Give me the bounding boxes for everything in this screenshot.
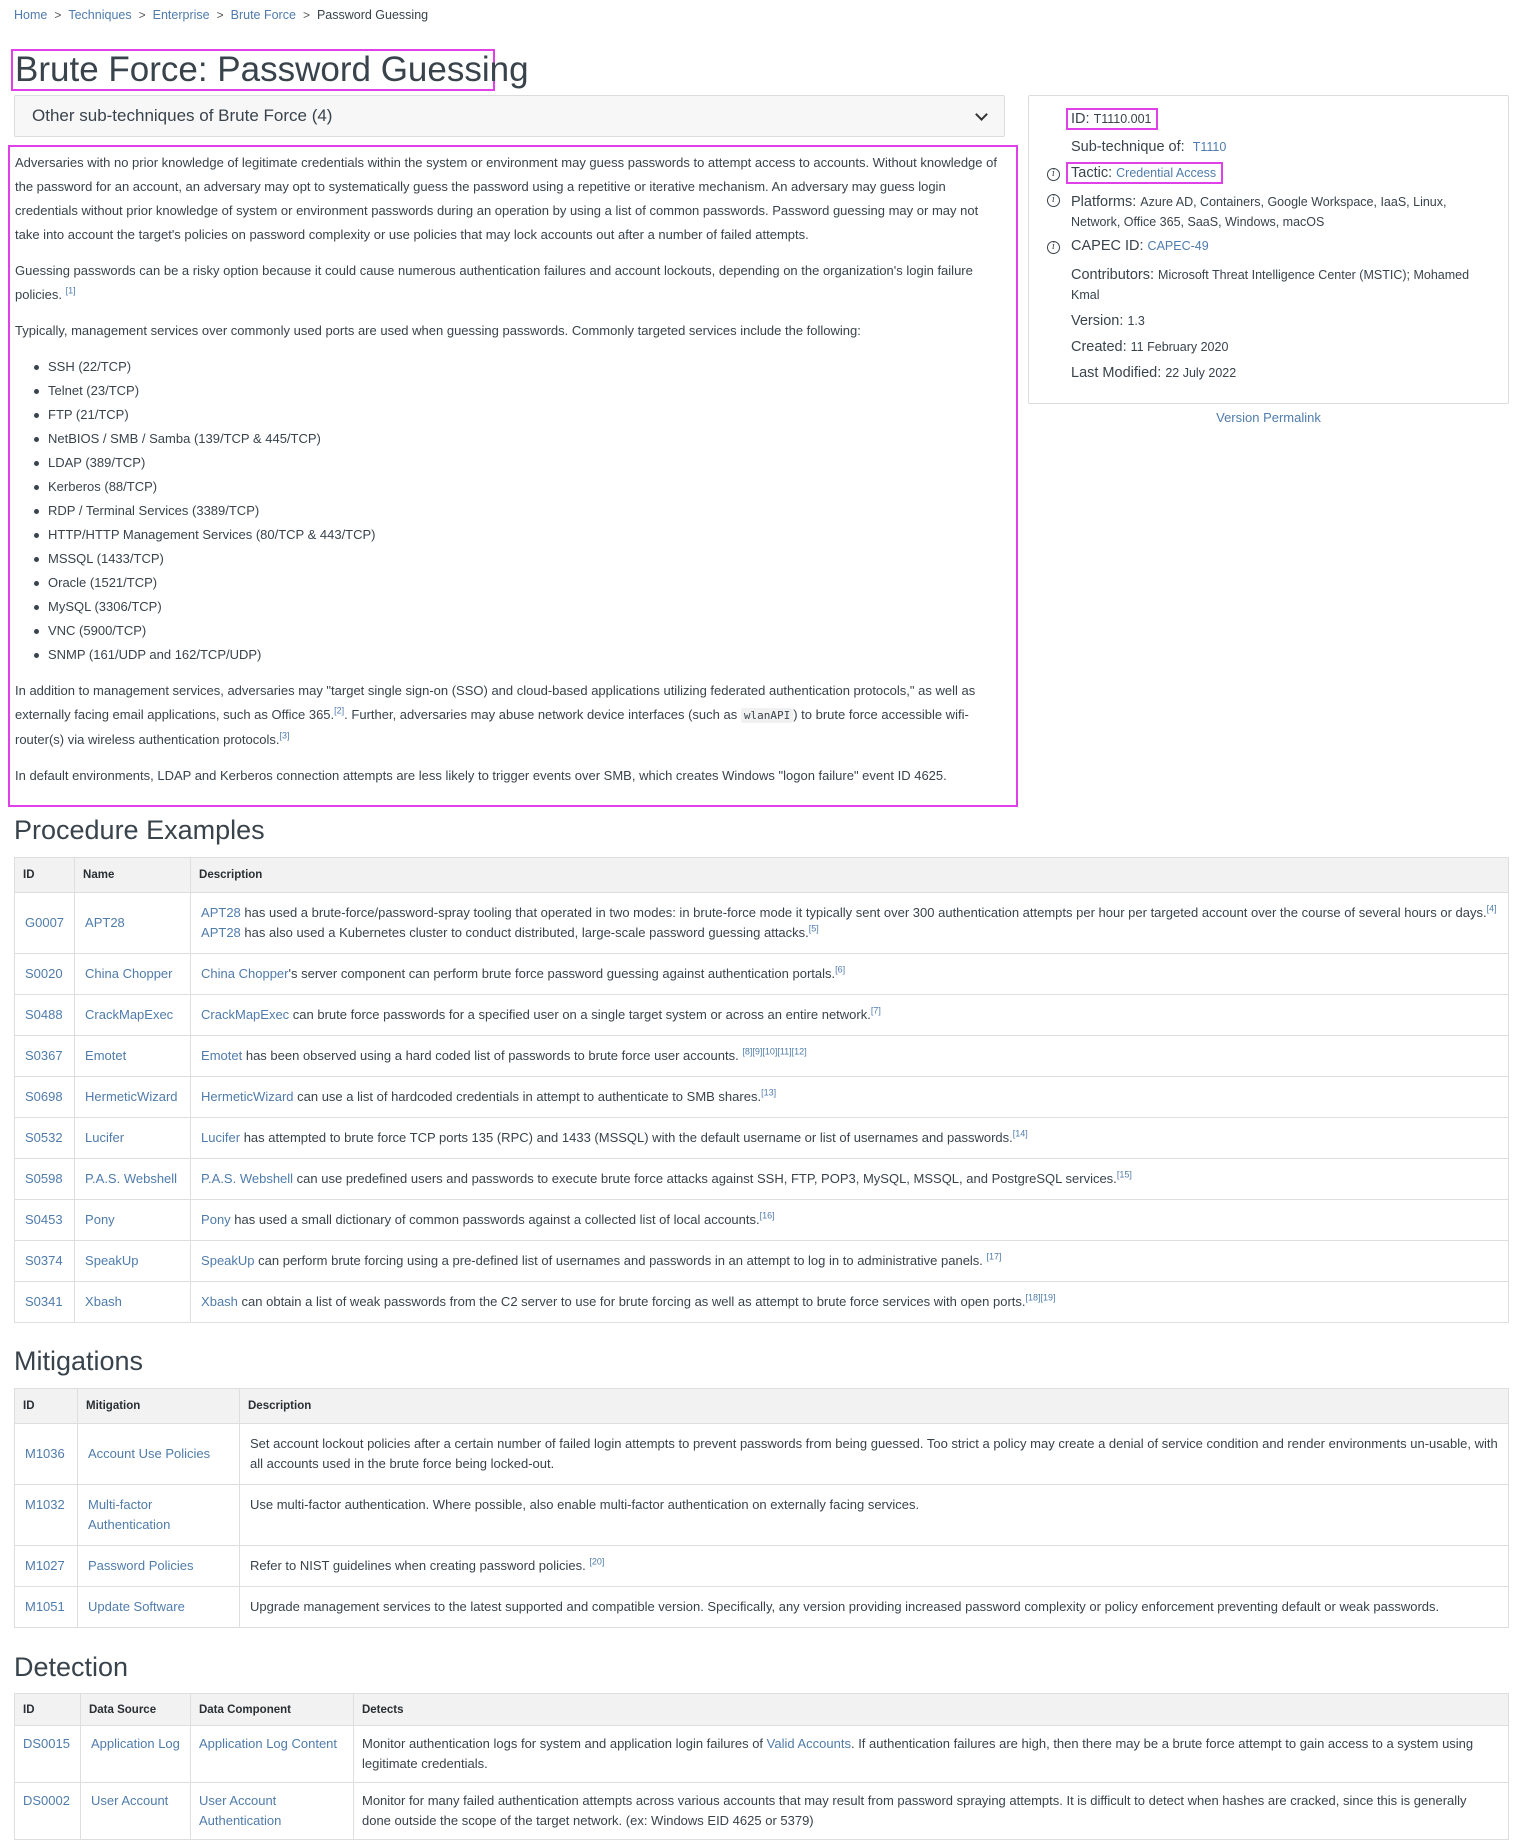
contributors-value: Kmal <box>1071 288 1100 302</box>
procedure-id-link[interactable]: S0341 <box>25 1294 63 1309</box>
procedure-text: has used a small dictionary of common passwords against a collected list of local accounts. <box>230 1212 760 1227</box>
table-row <box>15 1282 1509 1323</box>
procedure-name-link[interactable]: CrackMapExec <box>85 1007 174 1022</box>
column-header: Mitigation <box>78 1389 240 1424</box>
id-value: T1110.001 <box>1093 112 1152 126</box>
procedure-name-link[interactable]: SpeakUp <box>85 1253 139 1268</box>
procedure-name-link[interactable]: P.A.S. Webshell <box>85 1171 178 1186</box>
procedure-id-link[interactable]: S0367 <box>25 1048 63 1063</box>
created-row <box>1071 339 1228 355</box>
procedure-inline-link[interactable]: Pony <box>201 1212 231 1227</box>
procedure-inline-link[interactable]: SpeakUp <box>201 1253 255 1268</box>
procedure-description <box>191 1036 1509 1077</box>
reference-link[interactable]: [1] <box>65 285 76 296</box>
created-value: 11 February 2020 <box>1130 340 1229 354</box>
procedure-examples-table <box>14 857 1509 1323</box>
version-value: 1.3 <box>1127 314 1145 328</box>
column-header: ID <box>15 1694 81 1726</box>
reference-link[interactable]: [13] <box>761 1087 777 1098</box>
description-text: Typically, management services over commonly used ports are used when guessing passwords. Commonly targeted services include the following: <box>15 323 861 338</box>
table-row <box>15 1077 1509 1118</box>
info-icon[interactable]: i <box>1047 241 1060 254</box>
mitigations-table <box>14 1388 1509 1628</box>
contributors-label: Contributors: <box>1071 267 1155 283</box>
mitigation-name-link[interactable]: Account Use Policies <box>88 1446 211 1461</box>
procedure-inline-link[interactable]: APT28 <box>201 905 241 920</box>
description-text: Adversaries with no prior knowledge of legitimate credentials within the system or environment may guess passwords to attempt access to accounts. Without knowledge of the password for an account, an adversary may opt to systematically guess the password using a repetitive or iterative mechanism. An adversary may guess login credentials without prior knowledge of system or environment passwords during an operation by using a list of common passwords. Password guessing may or may not take into account the target's policies on password complexity or use policies that may lock accounts out after a number of failed attempts. <box>15 155 997 242</box>
list-item: Telnet (23/TCP) <box>43 379 1016 403</box>
procedure-text: can use a list of hardcoded credentials in attempt to authenticate to SMB shares. <box>293 1089 762 1104</box>
list-item: LDAP (389/TCP) <box>43 451 1016 475</box>
mitigation-name-link[interactable]: Update Software <box>88 1599 185 1614</box>
platforms-value: Network, Office 365, SaaS, Windows, macOS <box>1071 215 1325 229</box>
column-header: ID <box>15 1389 78 1424</box>
breadcrumb-separator: > <box>216 8 224 22</box>
list-item: Kerberos (88/TCP) <box>43 475 1016 499</box>
detection-description: Monitor for many failed authentication attempts across various accounts that may result from password spraying attempts. It is difficult to detect when hashes are cracked, since this is generally done outside the scope of the target network. (ex: Windows EID 4625 or 5379) <box>353 1783 1508 1840</box>
breadcrumb-separator: > <box>302 8 310 22</box>
table-row <box>15 1200 1509 1241</box>
description-paragraph <box>15 679 1005 752</box>
table-row <box>15 1241 1509 1282</box>
mitigation-description: Use multi-factor authentication. Where possible, also enable multi-factor authentication on externally facing services. <box>240 1485 1509 1546</box>
procedure-inline-link[interactable]: Xbash <box>201 1294 238 1309</box>
procedure-id-link[interactable]: G0007 <box>25 915 65 930</box>
table-row <box>15 1726 1509 1783</box>
mitigation-description: Set account lockout policies after a certain number of failed login attempts to prevent passwords from being guessed. Too strict a policy may create a denial of service condition and render environments un-usable, with all accounts used in the brute force being locked-out. <box>240 1424 1509 1485</box>
column-header: ID <box>15 858 75 893</box>
subtechnique-of-label: Sub-technique of: <box>1071 139 1185 155</box>
tactic-row <box>1071 165 1223 181</box>
table-header-row <box>15 1389 1509 1424</box>
table-row <box>15 1485 1509 1546</box>
parent-technique-link[interactable]: T1110 <box>1192 140 1227 154</box>
procedure-text: has attempted to brute force TCP ports 135 (RPC) and 1433 (MSSQL) with the default username or list of usernames and passwords. <box>240 1130 1013 1145</box>
procedure-name-link[interactable]: APT28 <box>85 915 125 930</box>
procedure-text: can perform brute forcing using a pre-defined list of usernames and passwords in an attempt to log in to administrative panels. <box>254 1253 987 1268</box>
datacomponent-link[interactable]: Application Log Content <box>198 1736 338 1751</box>
procedure-text: can brute force passwords for a specified user on a single target system or across an entire network. <box>289 1007 871 1022</box>
tactic-label: Tactic: <box>1071 165 1113 181</box>
procedure-name-link[interactable]: Lucifer <box>85 1130 125 1145</box>
reference-link[interactable]: [16] <box>759 1210 775 1221</box>
procedure-text: has also used a Kubernetes cluster to conduct distributed, large-scale password guessing attacks. <box>240 925 809 940</box>
detection-text: . If authentication failures are high, then there may be a brute force attempt to gain access to a system using legitimate credentials. <box>361 1736 1474 1771</box>
reference-link[interactable]: [2] <box>334 705 345 716</box>
created-label: Created: <box>1071 339 1127 355</box>
list-item: SSH (22/TCP) <box>43 355 1016 379</box>
mitigation-description <box>240 1546 1509 1587</box>
detection-title: Detection <box>14 1652 129 1682</box>
info-icon[interactable]: i <box>1047 168 1060 181</box>
id-row <box>1071 111 1158 127</box>
subtechnique-of-row <box>1071 139 1226 155</box>
table-row <box>15 1036 1509 1077</box>
mitigation-name-link[interactable]: Password Policies <box>88 1558 194 1573</box>
reference-link[interactable]: [7] <box>870 1005 881 1016</box>
column-header: Name <box>75 858 191 893</box>
reference-link[interactable]: [8][9][10][11][12] <box>742 1046 807 1057</box>
procedure-inline-link[interactable]: HermeticWizard <box>201 1089 294 1104</box>
description-paragraph <box>15 151 1005 247</box>
capec-link[interactable]: CAPEC-49 <box>1147 239 1209 253</box>
tactic-highlight <box>1066 162 1223 184</box>
table-row <box>15 954 1509 995</box>
procedure-description <box>191 1077 1509 1118</box>
technique-description <box>8 145 1018 807</box>
procedure-id-link[interactable]: S0020 <box>25 966 63 981</box>
procedure-text: can obtain a list of weak passwords from the C2 server to use for brute forcing as well as attempt to brute force services with open ports. <box>237 1294 1026 1309</box>
mitigations-title: Mitigations <box>14 1346 144 1376</box>
valid-accounts-link[interactable]: Valid Accounts <box>766 1736 851 1751</box>
breadcrumb-current: Password Guessing <box>316 8 429 22</box>
procedure-description <box>191 1282 1509 1323</box>
version-label: Version: <box>1071 313 1124 329</box>
table-row <box>15 1118 1509 1159</box>
procedure-id-link[interactable]: S0453 <box>25 1212 63 1227</box>
detection-description <box>353 1726 1508 1783</box>
datacomponent-link[interactable]: User Account Authentication <box>198 1793 282 1828</box>
procedure-name-link[interactable]: HermeticWizard <box>85 1089 178 1104</box>
table-row <box>15 1783 1509 1840</box>
table-row <box>15 1587 1509 1628</box>
breadcrumb-techniques[interactable]: Techniques <box>68 8 132 22</box>
table-row <box>15 893 1509 954</box>
procedure-inline-link[interactable]: Emotet <box>201 1048 243 1063</box>
procedure-name-link[interactable]: Emotet <box>85 1048 127 1063</box>
contributors-value: Microsoft Threat Intelligence Center (MSTIC); Mohamed <box>1158 268 1470 282</box>
table-row <box>15 1424 1509 1485</box>
chevron-down-icon <box>975 108 988 121</box>
modified-value: 22 July 2022 <box>1165 366 1237 380</box>
procedure-description <box>191 1200 1509 1241</box>
procedure-inline-link[interactable]: CrackMapExec <box>201 1007 290 1022</box>
mitigation-description: Upgrade management services to the latest supported and compatible version. Specifically, any version providing increased password complexity or policy enforcement preventing default or weak passwords. <box>240 1587 1509 1628</box>
description-text: ) to brute force accessible wifi-router(s) via wireless authentication protocols. <box>15 707 969 747</box>
technique-info-card <box>1028 95 1509 404</box>
modified-row <box>1071 365 1236 381</box>
procedure-inline-link[interactable]: P.A.S. Webshell <box>201 1171 294 1186</box>
detection-text: Monitor authentication logs for system and application login failures of <box>361 1736 767 1751</box>
procedure-description <box>191 1118 1509 1159</box>
datasource-link[interactable]: User Account <box>90 1793 169 1808</box>
breadcrumb-enterprise[interactable]: Enterprise <box>152 8 210 22</box>
breadcrumb-separator: > <box>54 8 62 22</box>
services-list <box>43 355 1016 667</box>
procedure-inline-link[interactable]: China Chopper <box>201 966 289 981</box>
mitigation-id-link[interactable]: M1036 <box>25 1446 65 1461</box>
procedure-description <box>191 893 1509 954</box>
version-permalink[interactable]: Version Permalink <box>1216 410 1321 425</box>
datasource-link[interactable]: Application Log <box>90 1736 180 1751</box>
column-header: Data Component <box>190 1694 353 1726</box>
platforms-row <box>1071 192 1446 232</box>
list-item: NetBIOS / SMB / Samba (139/TCP & 445/TCP) <box>43 427 1016 451</box>
reference-link[interactable]: [20] <box>589 1556 605 1567</box>
table-header-row <box>15 1694 1509 1726</box>
list-item: FTP (21/TCP) <box>43 403 1016 427</box>
subtechniques-dropdown[interactable] <box>14 95 1005 137</box>
reference-link[interactable]: [5] <box>808 923 819 934</box>
detection-table <box>14 1693 1509 1840</box>
breadcrumb <box>14 8 428 22</box>
list-item: VNC (5900/TCP) <box>43 619 1016 643</box>
procedure-id-link[interactable]: S0488 <box>25 1007 63 1022</box>
description-paragraph <box>15 764 1005 788</box>
version-row <box>1071 313 1145 329</box>
reference-link[interactable]: [4] <box>1486 903 1497 914</box>
description-text: . Further, adversaries may abuse network device interfaces (such as <box>344 707 741 722</box>
table-row <box>15 995 1509 1036</box>
table-row <box>15 1546 1509 1587</box>
reference-link[interactable]: [17] <box>986 1251 1002 1262</box>
mitigation-id-link[interactable]: M1051 <box>25 1599 65 1614</box>
procedure-description <box>191 954 1509 995</box>
procedure-id-link[interactable]: S0532 <box>25 1130 63 1145</box>
mitigation-text: Refer to NIST guidelines when creating password policies. <box>250 1558 590 1573</box>
reference-link[interactable]: [6] <box>835 964 846 975</box>
description-text: Guessing passwords can be a risky option because it could cause numerous authentication failures and account lockouts, depending on the organization's login failure policies. <box>15 263 973 302</box>
procedure-text: has used a brute-force/password-spray tooling that operated in two modes: in brute-force mode it typically sent over 300 authentication attempts per hour per targeted account over the course of several hours or days. <box>240 905 1487 920</box>
info-icon[interactable]: i <box>1047 194 1060 207</box>
procedure-text: can use predefined users and passwords to execute brute force attacks against SSH, FTP, POP3, MySQL, MSSQL, and PostgreSQL services. <box>293 1171 1117 1186</box>
table-header-row <box>15 858 1509 893</box>
column-header: Description <box>191 858 1509 893</box>
description-paragraph <box>15 259 1005 307</box>
procedure-inline-link[interactable]: Lucifer <box>201 1130 241 1145</box>
procedure-description <box>191 995 1509 1036</box>
reference-link[interactable]: [3] <box>279 730 290 741</box>
list-item: Oracle (1521/TCP) <box>43 571 1016 595</box>
description-paragraph <box>15 319 1005 343</box>
procedure-examples-title: Procedure Examples <box>14 815 265 845</box>
list-item: MSSQL (1433/TCP) <box>43 547 1016 571</box>
reference-link[interactable]: [15] <box>1116 1169 1132 1180</box>
procedure-inline-link[interactable]: APT28 <box>201 925 241 940</box>
code-snippet: wlanAPI <box>741 708 793 723</box>
column-header: Detects <box>353 1694 1508 1726</box>
datasource-id-link[interactable]: DS0015 <box>23 1736 70 1751</box>
platforms-label: Platforms: <box>1071 194 1137 210</box>
capec-row <box>1071 238 1209 254</box>
list-item: MySQL (3306/TCP) <box>43 595 1016 619</box>
list-item: SNMP (161/UDP and 162/TCP/UDP) <box>43 643 1016 667</box>
mitigation-id-link[interactable]: M1032 <box>25 1497 65 1512</box>
procedure-description <box>191 1241 1509 1282</box>
reference-link[interactable]: [14] <box>1012 1128 1028 1139</box>
id-highlight <box>1066 108 1158 130</box>
procedure-id-link[interactable]: S0598 <box>25 1171 63 1186</box>
procedure-text: has been observed using a hard coded list of passwords to brute force user accounts. <box>242 1048 743 1063</box>
mitigation-name-link[interactable]: Multi-factor Authentication <box>88 1497 171 1532</box>
list-item: HTTP/HTTP Management Services (80/TCP & 443/TCP) <box>43 523 1016 547</box>
capec-label: CAPEC ID: <box>1071 238 1144 254</box>
datasource-id-link[interactable]: DS0002 <box>23 1793 70 1808</box>
column-header: Data Source <box>80 1694 190 1726</box>
breadcrumb-separator: > <box>138 8 146 22</box>
tactic-link[interactable]: Credential Access <box>1116 166 1217 180</box>
list-item: RDP / Terminal Services (3389/TCP) <box>43 499 1016 523</box>
table-row <box>15 1159 1509 1200</box>
page-title: Brute Force: Password Guessing <box>11 49 495 91</box>
procedure-id-link[interactable]: S0698 <box>25 1089 63 1104</box>
modified-label: Last Modified: <box>1071 365 1162 381</box>
procedure-name-link[interactable]: Pony <box>85 1212 115 1227</box>
column-header: Description <box>240 1389 1509 1424</box>
platforms-value: Azure AD, Containers, Google Workspace, IaaS, Linux, <box>1140 195 1447 209</box>
procedure-text: 's server component can perform brute force password guessing against authentication portals. <box>288 966 836 981</box>
mitigation-id-link[interactable]: M1027 <box>25 1558 65 1573</box>
description-text: In addition to management services, adversaries may "target single sign-on (SSO) and cloud-based applications utilizing federated authentication protocols," as well as externally facing email applications, such as Office 365. <box>15 683 976 722</box>
breadcrumb-home[interactable]: Home <box>14 8 48 22</box>
procedure-id-link[interactable]: S0374 <box>25 1253 63 1268</box>
subtechniques-label: Other sub-techniques of Brute Force (4) <box>32 106 333 125</box>
reference-link[interactable]: [18][19] <box>1025 1292 1056 1303</box>
contributors-row <box>1071 265 1469 305</box>
id-label: ID: <box>1071 111 1090 127</box>
procedure-name-link[interactable]: Xbash <box>85 1294 122 1309</box>
description-text: In default environments, LDAP and Kerberos connection attempts are less likely to trigger events over SMB, which creates Windows "logon failure" event ID 4625. <box>15 768 947 783</box>
breadcrumb-brute-force[interactable]: Brute Force <box>230 8 296 22</box>
procedure-description <box>191 1159 1509 1200</box>
procedure-name-link[interactable]: China Chopper <box>85 966 173 981</box>
